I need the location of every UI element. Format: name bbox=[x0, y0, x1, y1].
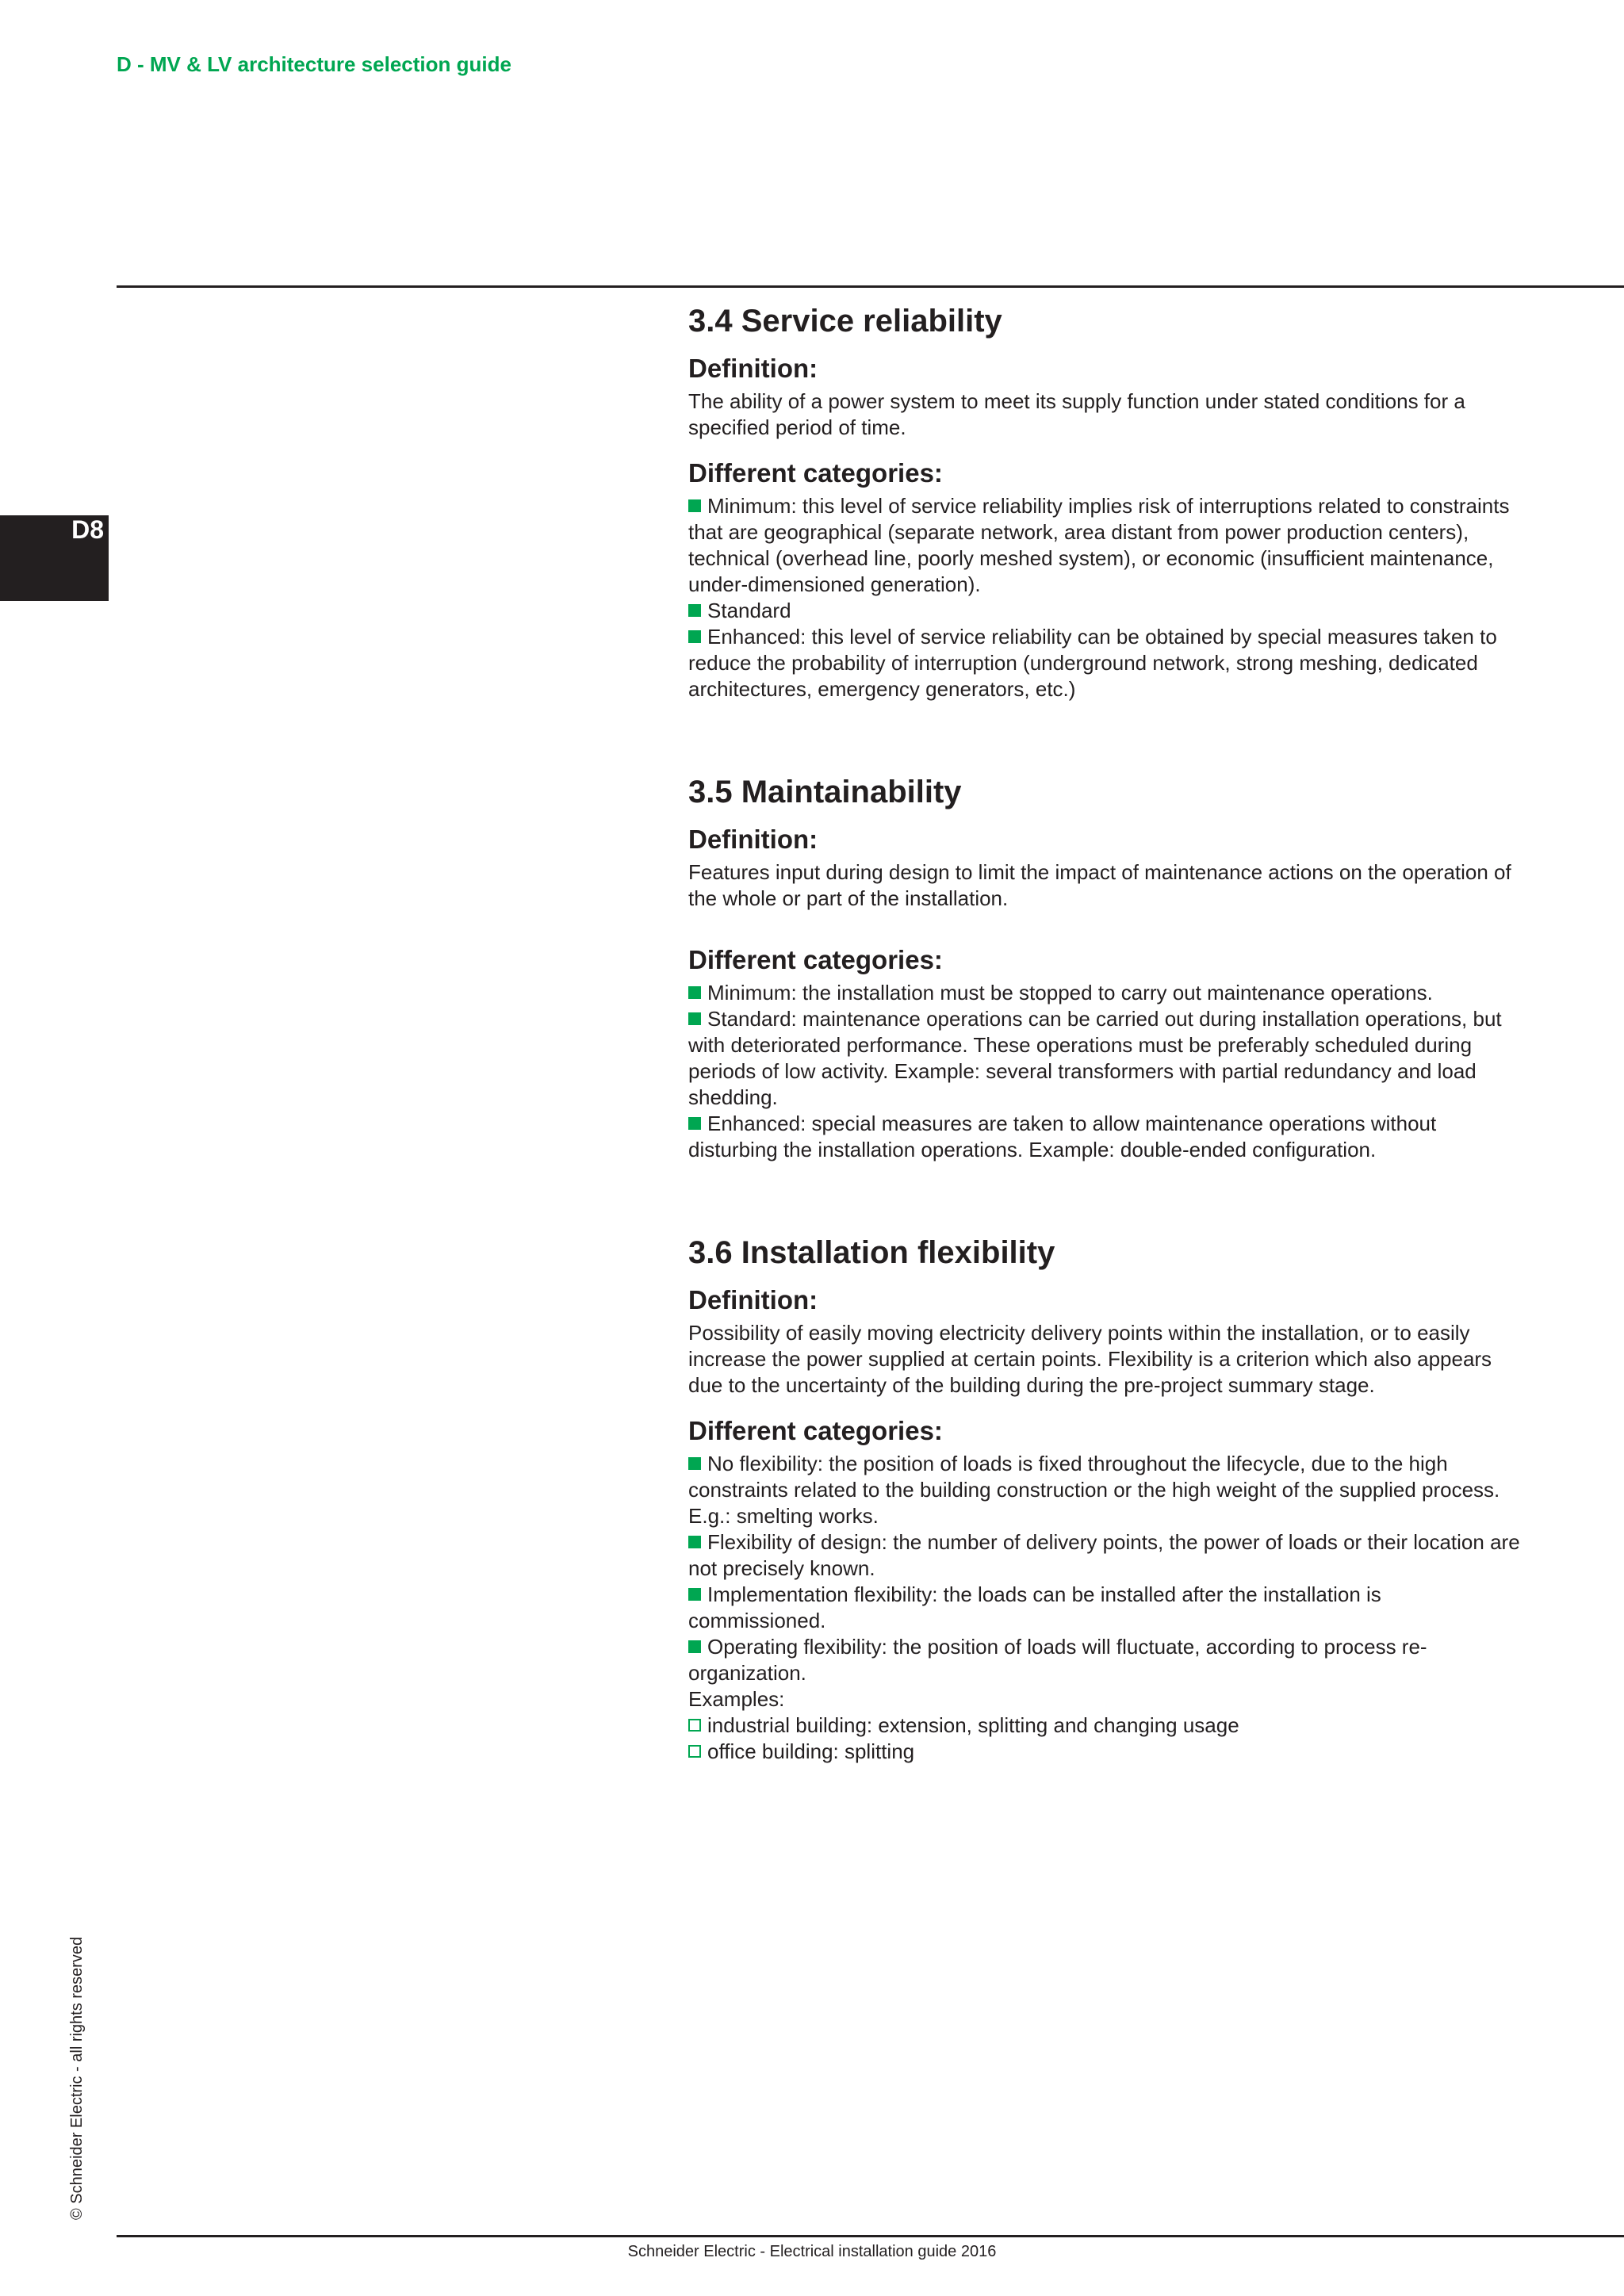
section-maintainability bbox=[688, 772, 1521, 1163]
section-title: 3.4 Service reliability bbox=[688, 304, 1002, 339]
hollow-square-bullet-icon bbox=[688, 1745, 701, 1758]
section-installation-flexibility bbox=[688, 1233, 1521, 1765]
section-service-reliability bbox=[688, 301, 1521, 702]
green-square-bullet-icon bbox=[688, 1536, 701, 1548]
definition-heading: Definition: bbox=[688, 354, 818, 383]
section-title: 3.5 Maintainability bbox=[688, 775, 962, 809]
green-square-bullet-icon bbox=[688, 499, 701, 512]
list-item: Operating flexibility: the position of loads will fluctuate, according to process re-organization. bbox=[688, 1635, 1427, 1685]
main-content bbox=[688, 301, 1521, 1765]
green-square-bullet-icon bbox=[688, 986, 701, 999]
copyright-notice: © Schneider Electric - all rights reserved bbox=[68, 1936, 86, 2220]
bottom-rule bbox=[117, 2235, 1624, 2237]
categories-heading: Different categories: bbox=[688, 458, 943, 488]
list-item: Flexibility of design: the number of delivery points, the power of loads or their location are not precisely known. bbox=[688, 1530, 1520, 1580]
definition-text: Features input during design to limit the impact of maintenance actions on the operation of the whole or part of the installation. bbox=[688, 860, 1511, 910]
green-square-bullet-icon bbox=[688, 604, 701, 617]
page-tab-label: D8 bbox=[71, 515, 104, 544]
green-square-bullet-icon bbox=[688, 1457, 701, 1470]
green-square-bullet-icon bbox=[688, 1117, 701, 1130]
list-item: No flexibility: the position of loads is fixed throughout the lifecycle, due to the high constraints related to the building construction or the high weight of the supplied process. E.g.: smelting works. bbox=[688, 1452, 1500, 1528]
top-rule bbox=[117, 285, 1624, 288]
section-title: 3.6 Installation flexibility bbox=[688, 1235, 1055, 1270]
page-footer: Schneider Electric - Electrical installation guide 2016 bbox=[627, 2243, 997, 2260]
running-header: D - MV & LV architecture selection guide bbox=[117, 52, 511, 76]
definition-heading: Definition: bbox=[688, 1285, 818, 1314]
definition-text: Possibility of easily moving electricity delivery points within the installation, or to easily increase the power supplied at certain points. Flexibility is a criterion which also appears due to the uncertainty of the building during the pre-project summary stage. bbox=[688, 1321, 1492, 1397]
list-item: Implementation flexibility: the loads can be installed after the installation is commissioned. bbox=[688, 1582, 1381, 1632]
categories-heading: Different categories: bbox=[688, 945, 943, 974]
examples-label: Examples: bbox=[688, 1687, 785, 1711]
list-item: Minimum: this level of service reliability implies risk of interruptions related to constraints that are geographical (separate network, area distant from power production centers), technical (overhead line, poorly meshed system), or economic (insufficient maintenance, under-dimensioned generation). bbox=[688, 494, 1510, 596]
definition-heading: Definition: bbox=[688, 825, 818, 854]
definition-text: The ability of a power system to meet its supply function under stated conditions for a specified period of time. bbox=[688, 389, 1465, 439]
list-item: Minimum: the installation must be stopped to carry out maintenance operations. bbox=[688, 980, 1521, 1006]
example-item: industrial building: extension, splitting and changing usage bbox=[688, 1712, 1521, 1739]
list-item: Enhanced: special measures are taken to allow maintenance operations without disturbing the installation operations. Example: double-ended configuration. bbox=[688, 1112, 1437, 1161]
green-square-bullet-icon bbox=[688, 1588, 701, 1601]
example-item: office building: splitting bbox=[688, 1739, 1521, 1765]
green-square-bullet-icon bbox=[688, 1640, 701, 1653]
green-square-bullet-icon bbox=[688, 630, 701, 643]
list-item: Standard bbox=[688, 598, 1521, 624]
page-tab bbox=[0, 515, 109, 601]
green-square-bullet-icon bbox=[688, 1012, 701, 1025]
categories-heading: Different categories: bbox=[688, 1416, 943, 1445]
hollow-square-bullet-icon bbox=[688, 1719, 701, 1732]
list-item: Enhanced: this level of service reliability can be obtained by special measures taken to reduce the probability of interruption (underground network, strong meshing, dedicated architectures, emergency generators, etc.) bbox=[688, 625, 1497, 701]
list-item: Standard: maintenance operations can be carried out during installation operations, but with deteriorated performance. These operations must be preferably scheduled during periods of low activity. Example: several transformers with partial redundancy and load shedding. bbox=[688, 1007, 1502, 1109]
